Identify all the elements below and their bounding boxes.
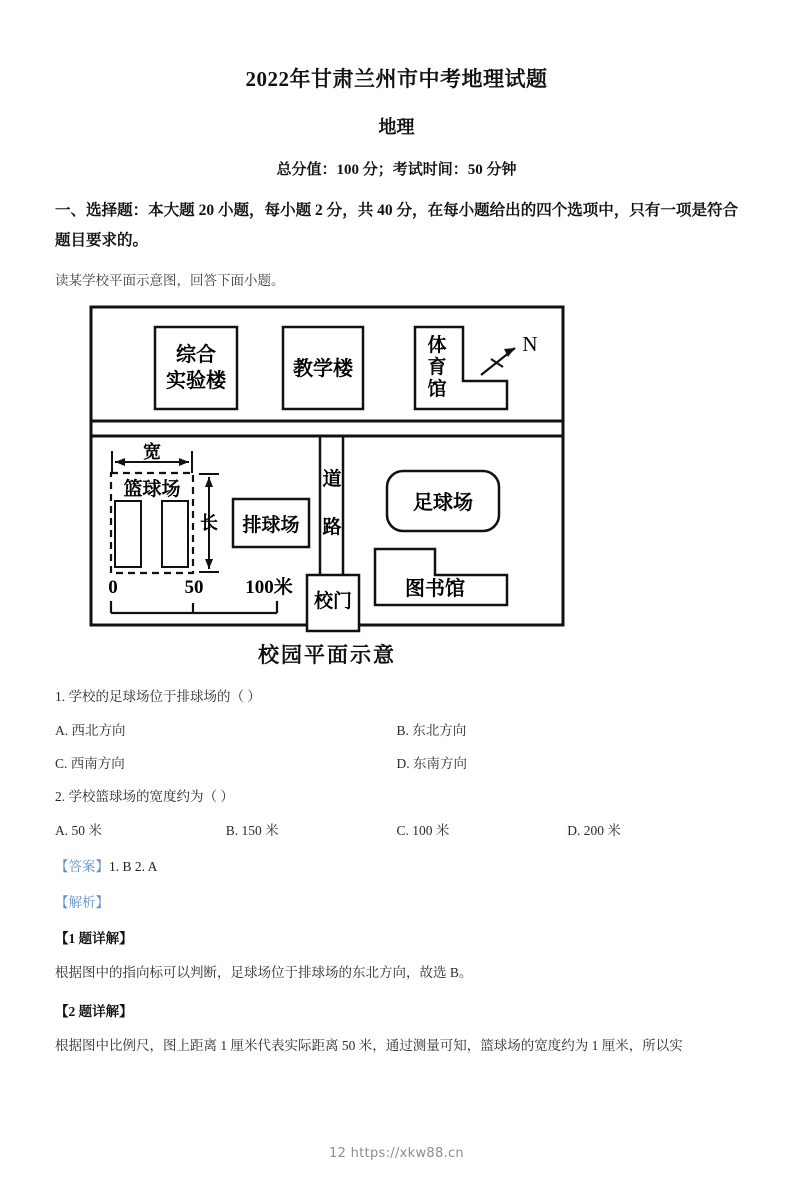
detail-1-body: 根据图中的指向标可以判断，足球场位于排球场的东北方向，故选 B。 xyxy=(55,965,473,981)
question-1-options-row-2 xyxy=(55,752,738,772)
question-1-options-row-1 xyxy=(55,719,738,739)
detail-1-heading: 【1 题详解】 xyxy=(55,931,133,947)
building-lab xyxy=(155,327,237,409)
question-1-option-c[interactable]: C. 西南方向 xyxy=(55,756,125,772)
school-map-svg xyxy=(87,303,567,633)
scale-tick-100: 100米 xyxy=(245,577,293,599)
school-gate-label: 校门 xyxy=(313,591,353,613)
building-library-label: 图书馆 xyxy=(405,578,465,601)
building-gym-label-char1: 体 xyxy=(427,335,447,357)
question-1-option-d[interactable]: D. 东南方向 xyxy=(396,756,467,772)
answer-tag: 【答案】 xyxy=(55,859,109,875)
question-1 xyxy=(55,685,738,772)
dimension-length-label: 长 xyxy=(200,513,218,534)
building-gym-label-char3: 馆 xyxy=(427,379,447,401)
question-2 xyxy=(55,785,738,839)
question-1-stem: 1. 学校的足球场位于排球场的（ ） xyxy=(55,689,261,705)
building-lab-label-line1: 综合 xyxy=(176,344,216,367)
basketball-court-left xyxy=(115,501,141,567)
building-teaching-label: 教学楼 xyxy=(293,358,353,381)
volleyball-court-label: 排球场 xyxy=(242,515,300,537)
document-meta: 总分值：100 分；考试时间：50 分钟 xyxy=(276,162,517,178)
football-field-label: 足球场 xyxy=(413,492,473,515)
document-subject: 地理 xyxy=(378,117,415,137)
dimension-width-label: 宽 xyxy=(143,442,161,463)
question-1-option-b[interactable]: B. 东北方向 xyxy=(396,723,467,739)
question-2-stem: 2. 学校篮球场的宽度约为（ ） xyxy=(55,789,234,805)
question-2-option-d[interactable]: D. 200 米 xyxy=(567,823,621,839)
section-heading: 一、选择题：本大题 20 小题，每小题 2 分，共 40 分，在每小题给出的四个选项中，只有一项是符合题目要求的。 xyxy=(55,202,738,250)
answer-line xyxy=(55,855,738,875)
building-lab-label-line2: 实验楼 xyxy=(166,370,226,393)
road-label-char2: 路 xyxy=(322,517,342,539)
analysis-tag: 【解析】 xyxy=(55,895,109,911)
document-page xyxy=(0,63,793,1185)
road-label-char1: 道 xyxy=(322,469,342,491)
basketball-court-right xyxy=(162,501,188,567)
page-footer: 12 https://xkw88.cn xyxy=(329,1146,464,1161)
question-2-options-row xyxy=(55,819,738,839)
question-2-option-c[interactable]: C. 100 米 xyxy=(396,823,450,839)
scale-tick-0: 0 xyxy=(108,577,118,599)
scale-tick-50: 50 xyxy=(184,577,204,599)
school-map-container xyxy=(87,303,567,633)
question-2-option-a[interactable]: A. 50 米 xyxy=(55,823,102,839)
question-1-option-a[interactable]: A. 西北方向 xyxy=(55,723,126,739)
compass-label-north: N xyxy=(522,332,538,357)
building-gym-label-char2: 育 xyxy=(427,357,447,379)
answer-value: 1. B 2. A xyxy=(109,859,158,875)
school-map-figure xyxy=(55,303,738,669)
detail-2-heading: 【2 题详解】 xyxy=(55,1003,133,1019)
detail-2-body: 根据图中比例尺，图上距离 1 厘米代表实际距离 50 米，通过测量可知，篮球场的宽度约为 1 厘米，所以实 xyxy=(55,1037,683,1053)
basketball-court-label: 篮球场 xyxy=(123,479,181,501)
question-2-option-b[interactable]: B. 150 米 xyxy=(225,823,279,839)
lead-in-text: 读某学校平面示意图，回答下面小题。 xyxy=(55,273,285,289)
map-caption: 校园平面示意 xyxy=(258,643,396,668)
document-title: 2022年甘肃兰州市中考地理试题 xyxy=(245,67,548,91)
